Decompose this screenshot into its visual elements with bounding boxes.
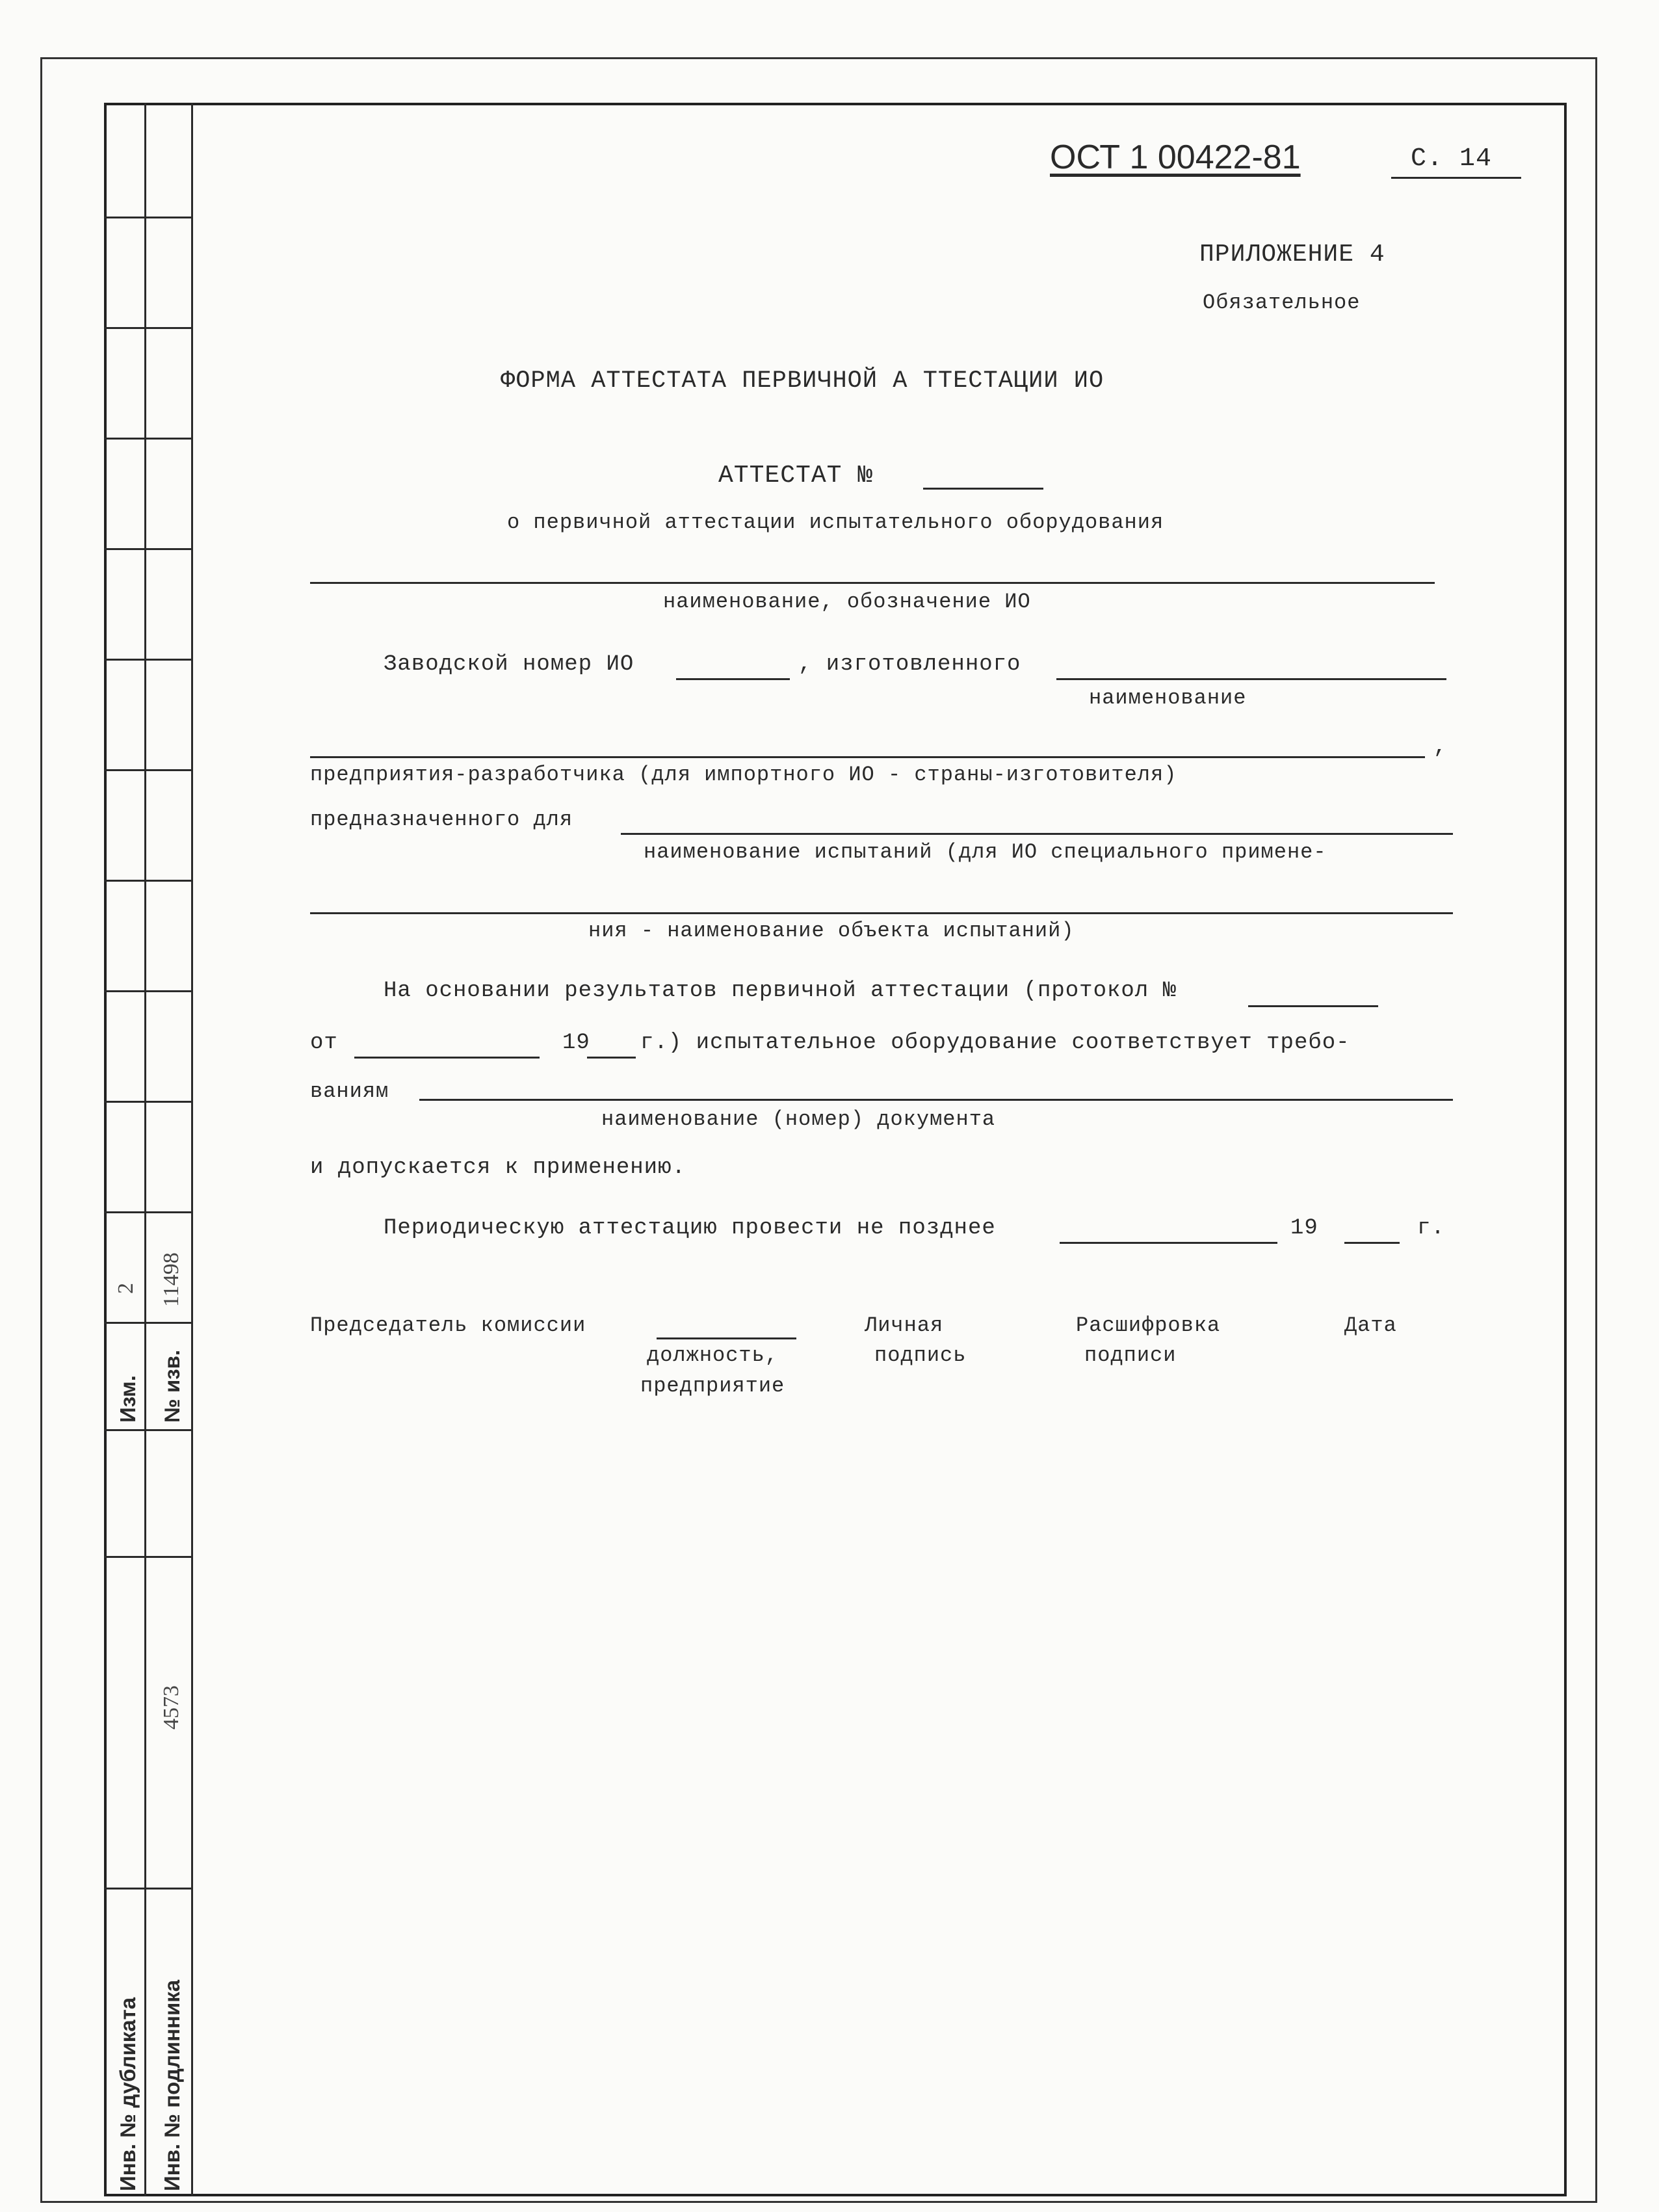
admitted-text: и допускается к применению. [310, 1155, 686, 1180]
personal-label: Личная [865, 1313, 944, 1337]
basis-text: На основании результатов первичной аттестации (протокол № [384, 979, 1177, 1003]
tests-blank [310, 912, 1453, 914]
margin-tick [104, 1322, 191, 1324]
periodic-year-prefix: 19 [1290, 1216, 1318, 1241]
comma: , [1433, 735, 1448, 759]
protocol-number-blank [1248, 1005, 1378, 1007]
serial-blank [676, 678, 790, 680]
document-blank [419, 1099, 1453, 1101]
standard-number: ОСТ 1 00422-81 [1050, 138, 1301, 176]
notice-number: 11498 [159, 1252, 183, 1307]
margin-tick [104, 438, 191, 440]
caption-tests-cont: ния - наименование объекта испытаний) [588, 919, 1075, 943]
form-title: ФОРМА АТТЕСТАТА ПЕРВИЧНОЙ А ТТЕСТАЦИИ ИО [501, 367, 1104, 395]
requirements-label: ваниям [310, 1079, 389, 1103]
margin-tick [104, 548, 191, 550]
decode-label-2: подписи [1084, 1343, 1177, 1367]
year-prefix: 19 [562, 1031, 590, 1055]
caption-name: наименование, обозначение ИО [663, 590, 1031, 614]
manufactured-label: , изготовленного [798, 652, 1021, 677]
enterprise-blank [310, 756, 1425, 758]
certificate-title: АТТЕСТАТ № [718, 462, 874, 490]
margin-tick [104, 1888, 191, 1889]
certificate-subtitle: о первичной аттестации испытательного оборудования [507, 510, 1164, 534]
margin-tick [104, 1556, 191, 1558]
caption-enterprise-sig: предприятие [640, 1374, 785, 1398]
margin-divider [144, 103, 146, 2196]
margin-tick [104, 1101, 191, 1103]
conformity-text: г.) испытательное оборудование соответствует требо- [640, 1031, 1350, 1055]
serial-label: Заводской номер ИО [384, 652, 634, 677]
position-blank [657, 1337, 796, 1339]
margin-tick [104, 327, 191, 329]
margin-divider [191, 103, 193, 2196]
intended-label: предназначенного для [310, 808, 573, 832]
margin-tick [104, 1429, 191, 1431]
duplicate-number: 4573 [159, 1685, 183, 1730]
appendix-status: Обязательное [1203, 291, 1361, 315]
periodic-year-blank [1344, 1242, 1400, 1244]
caption-enterprise: предприятия-разработчика (для импортного ИО - страны-изготовителя) [310, 763, 1177, 787]
from-label: от [310, 1031, 338, 1055]
decode-label: Расшифровка [1076, 1313, 1221, 1337]
margin-tick [104, 769, 191, 771]
margin-tick [104, 1211, 191, 1213]
change-label: Изм. [116, 1375, 140, 1423]
caption-naim: наименование [1089, 686, 1247, 710]
caption-position: должность, [647, 1343, 779, 1367]
inner-frame [104, 103, 1567, 2196]
year-suffix: г. [1417, 1216, 1445, 1241]
date-label: Дата [1344, 1313, 1397, 1337]
page-number: С. 14 [1411, 144, 1493, 174]
header-rule [1391, 177, 1521, 179]
appendix-title: ПРИЛОЖЕНИЕ 4 [1199, 241, 1385, 269]
periodic-date-blank [1060, 1242, 1277, 1244]
chairman-label: Председатель комиссии [310, 1313, 586, 1337]
margin-tick [104, 880, 191, 882]
margin-tick [104, 990, 191, 992]
caption-tests: наименование испытаний (для ИО специального примене- [644, 840, 1327, 864]
original-inventory-label: Инв. № подлинника [160, 1979, 184, 2191]
margin-tick [104, 217, 191, 218]
periodic-text: Периодическую аттестацию провести не позднее [384, 1216, 996, 1241]
equipment-name-blank [310, 582, 1435, 584]
certificate-number-blank [923, 488, 1043, 490]
duplicate-inventory-label: Инв. № дубликата [116, 1997, 140, 2191]
year-blank [587, 1057, 636, 1059]
caption-document: наименование (номер) документа [601, 1107, 996, 1131]
manufacturer-blank [1056, 678, 1446, 680]
signature-label: подпись [874, 1343, 967, 1367]
date-blank [354, 1057, 540, 1059]
margin-tick [104, 659, 191, 661]
change-number: 2 [114, 1283, 138, 1294]
intended-blank [621, 833, 1453, 835]
notice-label: № изв. [160, 1349, 184, 1423]
